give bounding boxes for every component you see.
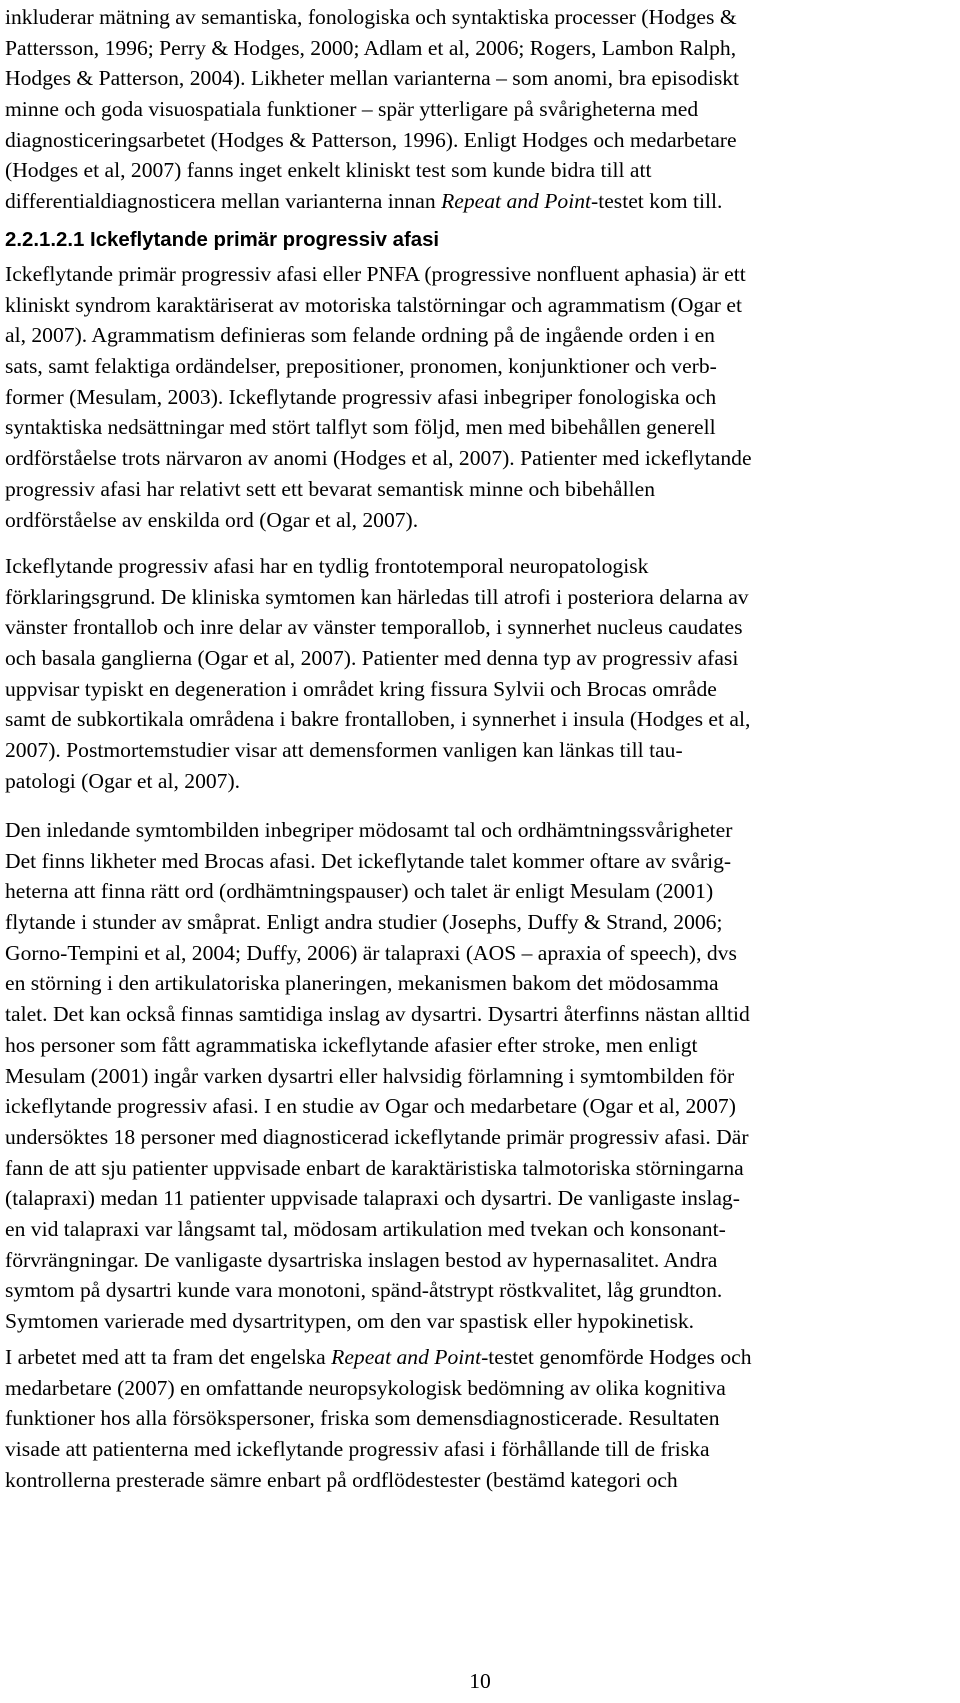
test-name-italic: Repeat and Point — [331, 1345, 482, 1369]
text-line: talet. Det kan också finnas samtidiga inslag av dysartri. Dysartri återfinns nästan alltid — [5, 1002, 750, 1027]
text-line: Gorno-Tempini et al, 2004; Duffy, 2006) är talapraxi (AOS – apraxia of speech), dvs — [5, 940, 737, 965]
paragraph-3 — [5, 815, 750, 1337]
section-heading-block — [5, 225, 439, 256]
text-line: förvrängningar. De vanligaste dysartriska inslagen bestod av hypernasalitet. Andra — [5, 1247, 718, 1272]
page-number: 10 — [469, 1669, 491, 1693]
paragraph-2 — [5, 551, 750, 797]
text-line: och basala ganglierna (Ogar et al, 2007). Patienter med denna typ av progressiv afasi — [5, 646, 739, 671]
section-heading: 2.2.1.2.1 Ickeflytande primär progressiv afasi — [5, 229, 440, 251]
top-paragraph — [5, 2, 739, 217]
text-line: inkluderar mätning av semantiska, fonologiska och syntaktiska processer (Hodges & — [5, 5, 737, 29]
text-line: patologi (Ogar et al, 2007). — [5, 768, 241, 793]
text-line: Det finns likheter med Brocas afasi. Det ickeflytande talet kommer oftare av svårig- — [5, 848, 732, 873]
text-line: syntaktiska nedsättningar med stört talflyt som följd, men med bibehållen generell — [5, 415, 716, 440]
text-line: flytande i stunder av småprat. Enligt andra studier (Josephs, Duffy & Strand, 2006; — [5, 910, 723, 935]
text-line: (Hodges et al, 2007) fanns inget enkelt kliniskt test som kunde bidra till att — [5, 158, 652, 183]
text-line: kontrollerna presterade sämre enbart på ordflödestester (bestämd kategori och — [5, 1467, 678, 1492]
text-line: hos personer som fått agrammatiska ickeflytande afasier efter stroke, men enligt — [5, 1032, 698, 1057]
text-line: uppvisar typiskt en degeneration i området kring fissura Sylvii och Brocas område — [5, 676, 717, 701]
text-line: Ickeflytande progressiv afasi har en tydlig frontotemporal neuropatologisk — [5, 554, 649, 578]
text-line — [5, 1342, 752, 1373]
text-line: samt de subkortikala områdena i bakre frontalloben, i synnerhet i insula (Hodges et al, — [5, 707, 751, 732]
text-line: (talapraxi) medan 11 patienter uppvisade talapraxi och dysartri. De vanligaste inslag- — [5, 1186, 740, 1211]
text-line: ordförståelse trots närvaron av anomi (Hodges et al, 2007). Patienter med ickeflytande — [5, 446, 752, 471]
text-run: I arbetet med att ta fram det engelska — [5, 1345, 332, 1369]
text-line: ickeflytande progressiv afasi. I en studie av Ogar och medarbetare (Ogar et al, 2007) — [5, 1094, 736, 1119]
text-line: en störning i den artikulatoriska planeringen, mekanismen bakom det mödosamma — [5, 971, 719, 996]
text-line: Mesulam (2001) ingår varken dysartri eller halvsidig förlamning i symtombilden för — [5, 1063, 735, 1088]
test-name-italic: Repeat and Point — [441, 189, 592, 214]
text-run: -testet kom till. — [591, 189, 723, 214]
text-line: ordförståelse av enskilda ord (Ogar et al, 2007). — [5, 507, 419, 532]
text-line: Hodges & Patterson, 2004). Likheter mellan varianterna – som anomi, bra episodiskt — [5, 66, 740, 91]
text-line: funktioner hos alla försökspersoner, friska som demensdiagnosticerade. Resultaten — [5, 1406, 720, 1431]
text-line: diagnosticeringsarbetet (Hodges & Patterson, 1996). Enligt Hodges och medarbetare — [5, 127, 737, 152]
text-line: fann de att sju patienter uppvisade enbart de karaktäristiska talmotoriska störningarna — [5, 1155, 744, 1180]
paragraph-4 — [5, 1342, 752, 1495]
text-line: symtom på dysartri kunde vara monotoni, spänd-åtstrypt röstkvalitet, låg grundton. — [5, 1278, 723, 1303]
text-line: Den inledande symtombilden inbegriper mödosamt tal och ordhämtningssvårigheter — [5, 818, 733, 842]
text-line: minne och goda visuospatiala funktioner – spär ytterligare på svårigheterna med — [5, 97, 699, 122]
text-run: differentialdiagnosticera mellan varianterna innan — [5, 189, 442, 214]
text-line: Ickeflytande primär progressiv afasi eller PNFA (progressive nonfluent aphasia) är ett — [5, 262, 746, 286]
text-line: Pattersson, 1996; Perry & Hodges, 2000; Adlam et al, 2006; Rogers, Lambon Ralph, — [5, 35, 737, 60]
text-line: undersöktes 18 personer med diagnosticerad ickeflytande primär progressiv afasi. Där — [5, 1124, 749, 1149]
text-line: medarbetare (2007) en omfattande neuropsykologisk bedömning av olika kognitiva — [5, 1375, 726, 1400]
text-line: visade att patienterna med ickeflytande progressiv afasi i förhållande till de friska — [5, 1437, 710, 1462]
text-line: förklaringsgrund. De kliniska symtomen kan härledas till atrofi i posteriora delarna av — [5, 584, 749, 609]
text-line: en vid talapraxi var långsamt tal, mödosam artikulation med tvekan och konsonant- — [5, 1216, 726, 1241]
text-line: sats, samt felaktiga ordändelser, prepositioner, pronomen, konjunktioner och verb- — [5, 354, 717, 379]
text-line: heterna att finna rätt ord (ordhämtningspauser) och talet är enligt Mesulam (2001) — [5, 879, 714, 904]
text-line — [5, 186, 739, 217]
text-line: al, 2007). Agrammatism definieras som felande ordning på de ingående orden i en — [5, 323, 715, 348]
text-line: former (Mesulam, 2003). Ickeflytande progressiv afasi inbegriper fonologiska och — [5, 384, 717, 409]
text-line: 2007). Postmortemstudier visar att demensformen vanligen kan länkas till tau- — [5, 738, 683, 763]
text-run: -testet genomförde Hodges och — [481, 1345, 752, 1369]
text-line: kliniskt syndrom karaktäriserat av motoriska talstörningar och agrammatism (Ogar et — [5, 292, 742, 317]
text-line: Symtomen varierade med dysartritypen, om den var spastisk eller hypokinetisk. — [5, 1309, 695, 1333]
text-line: progressiv afasi har relativt sett ett bevarat semantisk minne och bibehållen — [5, 476, 655, 501]
text-line: vänster frontallob och inre delar av vänster temporallob, i synnerhet nucleus caudates — [5, 615, 743, 640]
paragraph-1 — [5, 259, 752, 535]
